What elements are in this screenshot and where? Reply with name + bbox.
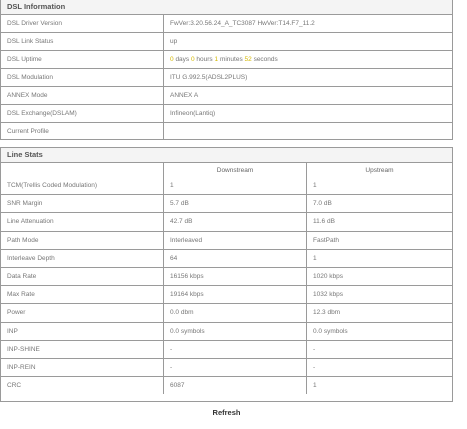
current-profile-value bbox=[164, 123, 453, 141]
uptime-hours-label: hours bbox=[196, 56, 213, 63]
downstream-value: 0.0 dbm bbox=[164, 304, 307, 322]
upstream-value: 7.0 dB bbox=[307, 195, 453, 213]
stat-label: Interleave Depth bbox=[1, 249, 164, 267]
dslam-value: Infineon(Lantiq) bbox=[164, 105, 453, 123]
row-label: DSL Uptime bbox=[1, 51, 164, 69]
upstream-value: 0.0 symbols bbox=[307, 322, 453, 340]
stat-label: INP-REIN bbox=[1, 358, 164, 376]
table-row bbox=[1, 358, 452, 376]
stat-label: TCM(Trellis Coded Modulation) bbox=[1, 177, 164, 195]
downstream-value: - bbox=[164, 340, 307, 358]
column-header-upstream: Upstream bbox=[365, 166, 394, 174]
downstream-value: 6087 bbox=[164, 377, 307, 395]
downstream-value: 16156 kbps bbox=[164, 267, 307, 285]
uptime-minutes-label: minutes bbox=[219, 56, 243, 63]
stat-label: SNR Margin bbox=[1, 195, 164, 213]
upstream-value: 1 bbox=[307, 249, 453, 267]
downstream-value: 19164 kbps bbox=[164, 286, 307, 304]
page-margin bbox=[462, 0, 467, 429]
downstream-value: 5.7 dB bbox=[164, 195, 307, 213]
line-stats-title: Line Stats bbox=[1, 148, 452, 163]
upstream-value: 1032 kbps bbox=[307, 286, 453, 304]
upstream-value: - bbox=[307, 340, 453, 358]
stat-label: Path Mode bbox=[1, 231, 164, 249]
table-row bbox=[1, 267, 452, 285]
line-stats-panel bbox=[0, 147, 453, 402]
annex-mode-value: ANNEX A bbox=[164, 87, 453, 105]
stat-label: INP-SHINE bbox=[1, 340, 164, 358]
upstream-value: 12.3 dbm bbox=[307, 304, 453, 322]
table-row bbox=[1, 213, 452, 231]
table-row bbox=[1, 105, 452, 123]
uptime-hours: 0 bbox=[190, 56, 195, 63]
table-row bbox=[1, 15, 452, 33]
uptime-value bbox=[164, 51, 453, 69]
table-row bbox=[1, 195, 452, 213]
table-row bbox=[1, 231, 452, 249]
dsl-information-title: DSL Information bbox=[1, 0, 452, 15]
table-row bbox=[1, 87, 452, 105]
uptime-days: 0 bbox=[170, 56, 174, 63]
table-row bbox=[1, 340, 452, 358]
row-label: Current Profile bbox=[1, 123, 164, 141]
row-label: DSL Modulation bbox=[1, 69, 164, 87]
stat-label: INP bbox=[1, 322, 164, 340]
row-label: DSL Exchange(DSLAM) bbox=[1, 105, 164, 123]
downstream-value: Interleaved bbox=[164, 231, 307, 249]
table-row bbox=[1, 249, 452, 267]
table-header-row bbox=[1, 163, 452, 177]
upstream-value: - bbox=[307, 358, 453, 376]
uptime-seconds: 52 bbox=[244, 56, 252, 63]
row-label: DSL Link Status bbox=[1, 33, 164, 51]
table-row bbox=[1, 304, 452, 322]
dsl-information-panel bbox=[0, 0, 453, 140]
dsl-information-table bbox=[1, 15, 452, 140]
table-row bbox=[1, 322, 452, 340]
column-header-downstream: Downstream bbox=[164, 163, 307, 177]
upstream-value: 1 bbox=[313, 382, 317, 390]
upstream-value: FastPath bbox=[307, 231, 453, 249]
row-label: DSL Driver Version bbox=[1, 15, 164, 33]
uptime-minutes: 1 bbox=[214, 56, 219, 63]
table-row bbox=[1, 123, 452, 141]
table-row bbox=[1, 177, 452, 195]
table-row bbox=[1, 286, 452, 304]
stat-label: CRC bbox=[1, 377, 164, 395]
uptime-days-label: days bbox=[175, 56, 190, 63]
uptime-seconds-label: seconds bbox=[253, 56, 278, 63]
driver-version-value: FwVer:3.20.56.24_A_TC3087 HwVer:T14.F7_11.2 bbox=[164, 15, 453, 33]
stat-label: Power bbox=[1, 304, 164, 322]
stat-label: Data Rate bbox=[1, 267, 164, 285]
stat-label: Line Attenuation bbox=[1, 213, 164, 231]
upstream-value: 1020 kbps bbox=[307, 267, 453, 285]
column-header-blank bbox=[1, 163, 164, 177]
row-label: ANNEX Mode bbox=[1, 87, 164, 105]
upstream-value: 11.6 dB bbox=[307, 213, 453, 231]
refresh-button[interactable]: Refresh bbox=[212, 408, 241, 417]
table-row bbox=[1, 33, 452, 51]
table-row bbox=[1, 69, 452, 87]
table-row bbox=[1, 377, 452, 395]
upstream-value: 1 bbox=[307, 177, 453, 195]
refresh-bar bbox=[0, 402, 453, 420]
downstream-value: 1 bbox=[164, 177, 307, 195]
downstream-value: - bbox=[164, 358, 307, 376]
line-stats-body bbox=[1, 177, 452, 394]
line-stats-table bbox=[1, 163, 452, 394]
stat-label: Max Rate bbox=[1, 286, 164, 304]
link-status-value: up bbox=[164, 33, 453, 51]
downstream-value: 42.7 dB bbox=[164, 213, 307, 231]
table-row bbox=[1, 51, 452, 69]
modulation-value: ITU G.992.5(ADSL2PLUS) bbox=[164, 69, 453, 87]
downstream-value: 0.0 symbols bbox=[164, 322, 307, 340]
downstream-value: 64 bbox=[164, 249, 307, 267]
